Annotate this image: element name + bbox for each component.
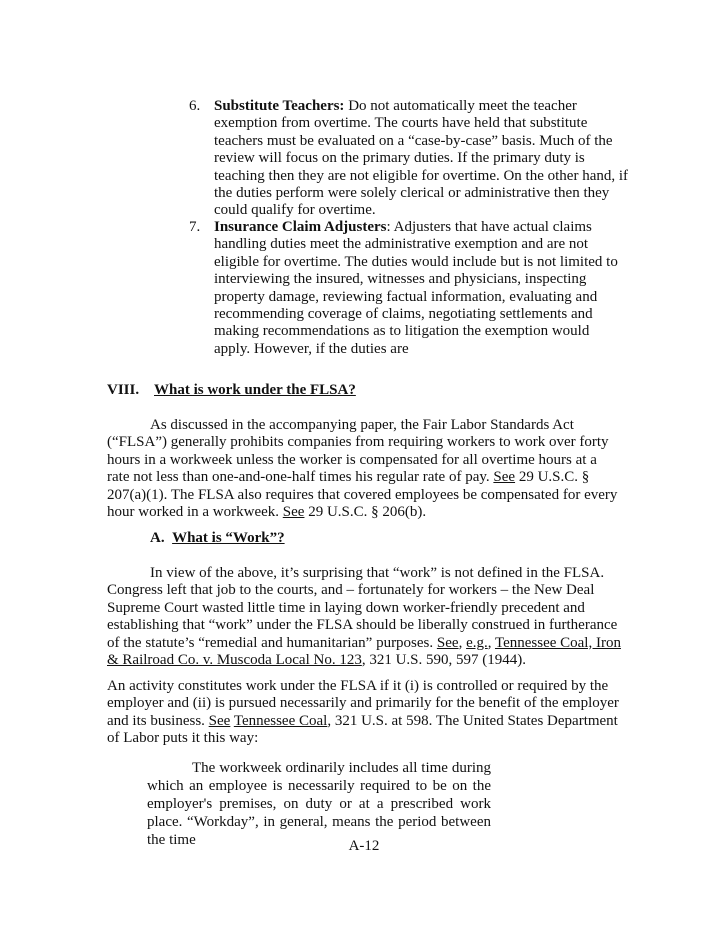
list-item-title: Insurance Claim Adjusters	[214, 219, 387, 235]
paragraph-text: As discussed in the accompanying paper, the Fair Labor Standards Act (“FLSA”) generally prohibits companies from requiring workers to work over forty hours in a workweek unless the worker is compensated for all overtime hours at a rate not less than one-and-one-half times his regular rate of pay.	[107, 417, 609, 486]
list-item-text: : Adjusters that have actual claims handling duties meet the administrative exemption and are not eligible for overtime. The duties would include but is not limited to interviewing the insured, witnesses and physicians, inspecting property damage, reviewing factual information, evaluating and recommending coverage of claims, negotiating settlements and making recommendations as to litigation the exemption would apply. However, if the duties are	[214, 219, 618, 357]
paragraph-text: An activity constitutes work under the FLSA if it (i) is controlled or required by the employer and (ii) is pursued necessarily and primarily for the benefit of the employer and its business.	[107, 678, 619, 729]
citation-signal: See	[282, 504, 305, 521]
paragraph-text: , 321 U.S. 590, 597 (1944).	[361, 652, 526, 669]
list-item-body	[214, 219, 629, 358]
section-title: What is work under the FLSA?	[154, 382, 356, 398]
subsection-heading	[150, 530, 285, 547]
paragraph-work-definition	[107, 565, 622, 669]
list-item-title: Substitute Teachers:	[214, 98, 345, 114]
punctuation: ,	[458, 634, 467, 651]
subsection-title: What is “Work”?	[172, 530, 285, 546]
list-item-substitute-teachers	[189, 98, 629, 220]
paragraph-text: 29 U.S.C. § 206(b).	[304, 504, 427, 521]
paragraph-activity-test	[107, 678, 622, 748]
citation-signal: See	[493, 469, 516, 486]
paragraph-text: , 321 U.S. at 598. The United States Department of Labor puts it this way:	[107, 712, 618, 747]
block-quote	[147, 759, 491, 849]
paragraph-text: 29 U.S.C. § 207(a)(1). The FLSA also requires that covered employees be compensated for every hour worked in a workweek.	[107, 469, 618, 521]
list-number: 7.	[189, 219, 201, 235]
citation-signal: See	[208, 712, 231, 729]
list-item-insurance-claim-adjusters	[189, 219, 629, 358]
punctuation: ,	[487, 634, 495, 651]
section-heading	[107, 382, 356, 399]
subsection-letter: A.	[150, 530, 165, 546]
citation-signal: e.g.	[466, 634, 488, 651]
list-item-body	[214, 98, 629, 220]
page-number: A-12	[348, 838, 380, 854]
list-item-text: Do not automatically meet the teacher exemption from overtime. The courts have held that substitute teachers must be evaluated on a “case-by-case” basis. Much of the review will focus on the primary duties. If the primary duty is teaching then they are not eligible for overtime. On the other hand, if the duties perform were solely clerical or administrative then they could qualify for overtime.	[214, 98, 629, 219]
paragraph-text: In view of the above, it’s surprising that “work” is not defined in the FLSA. Congress left that job to the courts, and – fortunately for workers – the New Deal Supreme Court wasted little time in laying down worker-friendly precedent and establishing that “work” under the FLSA should be liberally construed in furtherance of the statute’s “remedial and humanitarian” purposes.	[107, 565, 618, 651]
paragraph-flsa-overview	[107, 417, 622, 521]
quote-text: The workweek ordinarily includes all time during which an employee is necessarily required to be on the employer's premises, on duty or at a prescribed work place. “Workday”, in general, means the period between the time	[147, 760, 491, 848]
case-citation: Tennessee Coal	[233, 712, 328, 729]
list-number: 6.	[189, 98, 201, 114]
citation-signal: See	[436, 634, 459, 651]
section-numeral: VIII.	[107, 382, 140, 398]
case-citation: Tennessee Coal, Iron & Railroad Co. v. Muscoda Local No. 123	[107, 634, 621, 669]
